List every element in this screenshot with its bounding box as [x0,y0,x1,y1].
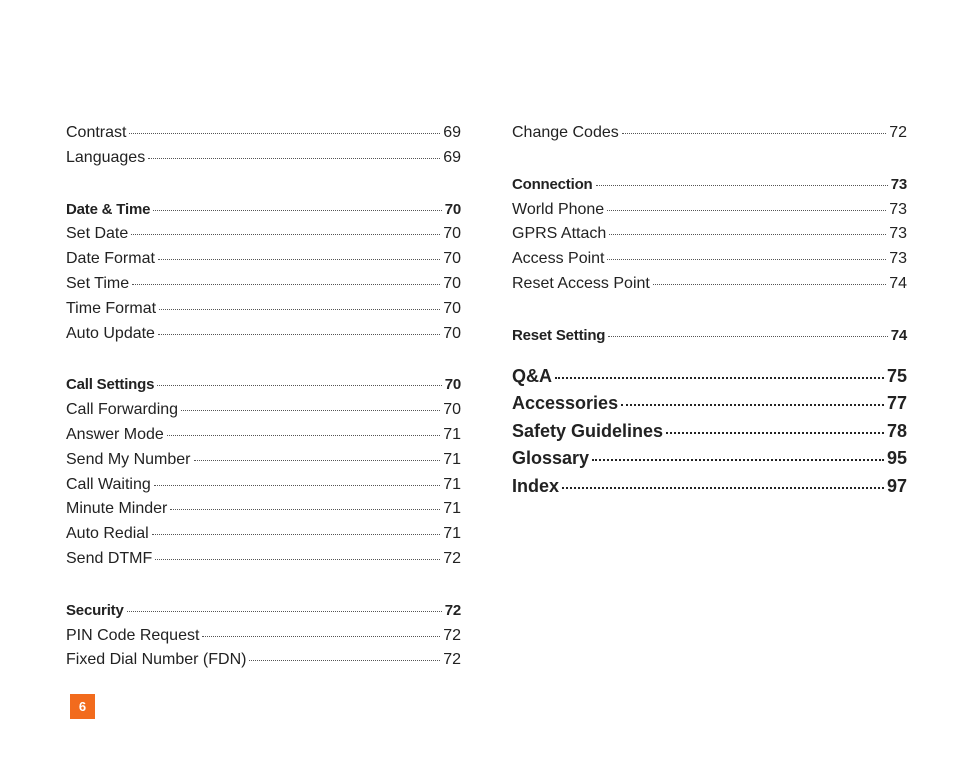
toc-chapter-accessories[interactable] [512,393,907,421]
toc-entry-page: 73 [889,225,907,243]
toc-heading-label: Reset Setting [512,326,606,344]
dot-leader [562,487,884,489]
dot-leader [148,158,440,159]
page-number-badge: 6 [70,694,95,719]
dot-leader [132,284,440,285]
toc-heading-label: Date & Time [66,200,151,218]
toc-heading-label: Security [66,601,124,619]
dot-leader [607,259,886,260]
toc-entry-page: 70 [443,401,461,419]
toc-entry-access-point[interactable] [512,250,907,275]
toc-entry-page: 70 [443,274,461,292]
dot-leader [159,309,440,310]
dot-leader [622,133,886,134]
toc-entry-fixed-dial-number[interactable] [66,651,461,676]
toc-chapter-page: 78 [886,420,907,441]
toc-entry-label: Minute Minder [66,500,168,518]
toc-entry-label: Access Point [512,250,605,268]
toc-entry-label: Call Waiting [66,475,151,493]
dot-leader [621,404,884,406]
toc-entry-pin-code-request[interactable] [66,627,461,652]
toc-entry-change-codes[interactable] [512,124,907,149]
toc-entry-reset-access-point[interactable] [512,275,907,300]
toc-entry-page: 71 [443,525,461,543]
toc-entry-label: Time Format [66,299,157,317]
toc-entry-page: 71 [443,500,461,518]
toc-entry-label: Date Format [66,250,155,268]
toc-entry-label: Set Date [66,225,129,243]
toc-entry-page: 70 [443,299,461,317]
toc-chapter-label: Accessories [512,393,619,414]
dot-leader [666,432,884,434]
dot-leader [181,410,440,411]
toc-heading-security[interactable] [66,602,461,627]
toc-chapter-qa[interactable] [512,366,907,394]
toc-chapter-glossary[interactable] [512,448,907,476]
toc-entry-world-phone[interactable] [512,201,907,226]
toc-entry-label: Send DTMF [66,549,153,567]
dot-leader [249,660,440,661]
toc-left-column [66,124,461,676]
toc-chapter-page: 77 [886,393,907,414]
dot-leader [131,234,440,235]
section-gap [66,349,461,376]
toc-entry-label: GPRS Attach [512,225,607,243]
toc-chapter-page: 95 [886,448,907,469]
toc-entry-set-date[interactable] [66,225,461,250]
toc-entry-label: Answer Mode [66,425,164,443]
toc-entry-date-format[interactable] [66,250,461,275]
section-gap [66,174,461,201]
dot-leader [609,234,886,235]
toc-chapter-page: 75 [886,365,907,386]
toc-entry-call-waiting[interactable] [66,476,461,501]
dot-leader [555,377,884,379]
dot-leader [153,210,441,211]
toc-entry-page: 71 [443,475,461,493]
toc-heading-reset-setting[interactable] [512,327,907,352]
toc-entry-contrast[interactable] [66,124,461,149]
toc-chapter-label: Glossary [512,448,590,469]
toc-heading-label: Connection [512,175,593,193]
toc-entry-label: Auto Redial [66,525,149,543]
dot-leader [167,435,440,436]
toc-chapter-safety-guidelines[interactable] [512,421,907,449]
dot-leader [194,460,441,461]
toc-entry-page: 72 [443,549,461,567]
toc-chapter-label: Q&A [512,365,552,386]
toc-entry-page: 71 [443,425,461,443]
dot-leader [607,210,886,211]
toc-entry-page: 74 [889,274,907,292]
dot-leader [608,336,887,337]
toc-heading-page: 70 [444,200,461,218]
toc-entry-page: 72 [443,626,461,644]
dot-leader [154,485,440,486]
dot-leader [158,334,440,335]
toc-entry-page: 70 [443,324,461,342]
dot-leader [158,259,440,260]
toc-entry-label: Set Time [66,274,130,292]
toc-entry-label: Fixed Dial Number (FDN) [66,651,247,669]
toc-chapter-label: Index [512,475,560,496]
toc-entry-time-format[interactable] [66,300,461,325]
dot-leader [155,559,440,560]
toc-entry-label: Contrast [66,124,127,141]
dot-leader [596,185,888,186]
toc-entry-send-my-number[interactable] [66,451,461,476]
toc-entry-page: 72 [443,651,461,669]
dot-leader [127,611,442,612]
toc-entry-auto-redial[interactable] [66,525,461,550]
toc-heading-page: 73 [890,175,907,193]
dot-leader [170,509,440,510]
toc-heading-page: 72 [444,601,461,619]
toc-heading-label: Call Settings [66,376,155,394]
toc-chapter-label: Safety Guidelines [512,420,664,441]
dot-leader [152,534,440,535]
toc-entry-gprs-attach[interactable] [512,225,907,250]
toc-entry-answer-mode[interactable] [66,426,461,451]
toc-heading-connection[interactable] [512,176,907,201]
toc-entry-page: 70 [443,225,461,243]
toc-entry-label: World Phone [512,200,605,218]
toc-entry-label: Change Codes [512,124,619,141]
toc-entry-label: Languages [66,148,146,166]
toc-entry-minute-minder[interactable] [66,500,461,525]
toc-heading-date-time[interactable] [66,201,461,226]
toc-entry-page: 73 [889,200,907,218]
section-gap [512,352,907,366]
section-gap [512,149,907,176]
toc-heading-page: 74 [890,326,907,344]
dot-leader [157,385,441,386]
toc-entry-page: 71 [443,450,461,468]
toc-chapter-index[interactable] [512,476,907,504]
toc-right-column [512,124,907,504]
toc-entry-page: 69 [443,148,461,166]
toc-entry-auto-update[interactable] [66,325,461,350]
toc-entry-page: 69 [443,124,461,141]
toc-entry-label: PIN Code Request [66,626,200,644]
section-gap [512,300,907,327]
section-gap [66,575,461,602]
toc-heading-page: 70 [444,376,461,394]
toc-entry-page: 72 [889,124,907,141]
toc-entry-label: Send My Number [66,450,191,468]
toc-entry-label: Reset Access Point [512,274,650,292]
toc-entry-page: 73 [889,250,907,268]
toc-entry-set-time[interactable] [66,275,461,300]
toc-chapter-page: 97 [886,475,907,496]
toc-entry-label: Call Forwarding [66,401,179,419]
dot-leader [653,284,886,285]
toc-entry-call-forwarding[interactable] [66,401,461,426]
toc-entry-label: Auto Update [66,324,155,342]
toc-heading-call-settings[interactable] [66,376,461,401]
dot-leader [129,133,440,134]
dot-leader [202,636,440,637]
toc-entry-languages[interactable] [66,149,461,174]
dot-leader [592,459,884,461]
toc-entry-page: 70 [443,250,461,268]
toc-entry-send-dtmf[interactable] [66,550,461,575]
